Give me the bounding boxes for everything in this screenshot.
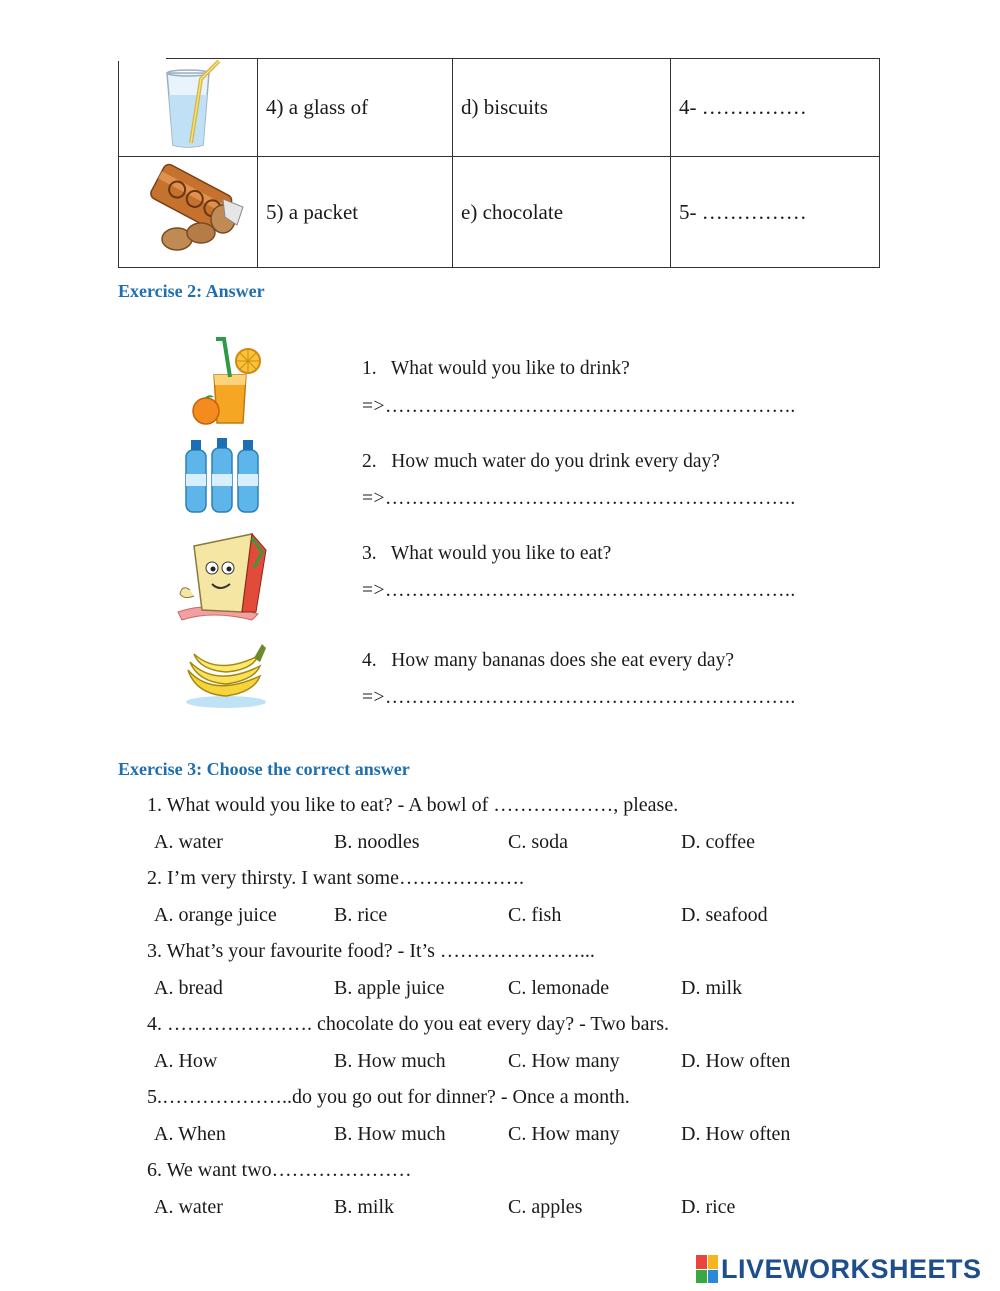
bananas-icon: [182, 640, 268, 710]
ex2-question-4: [362, 650, 734, 672]
table-phrase-cell: 4) a glass of: [258, 59, 453, 157]
water-bottles-icon: [180, 434, 264, 516]
table-answer-cell[interactable]: 4- ……………: [671, 59, 880, 157]
ex3-question-2: 2. I’m very thirsty. I want some……………….: [147, 867, 524, 889]
ex3-option-c[interactable]: C. fish: [508, 904, 562, 926]
exercise-2-heading: Exercise 2: Answer: [118, 281, 265, 301]
ex3-option-a[interactable]: A. When: [154, 1123, 226, 1145]
ex3-option-a[interactable]: A. water: [154, 1196, 223, 1218]
ex2-question-2: [362, 451, 720, 473]
glass-of-water-icon: [119, 59, 257, 150]
ex3-option-c[interactable]: C. How many: [508, 1050, 620, 1072]
table-phrase-cell: 5) a packet: [258, 157, 453, 268]
ex3-option-b[interactable]: B. How much: [334, 1123, 446, 1145]
question-number: 1.: [362, 358, 377, 379]
ex3-option-a[interactable]: A. water: [154, 831, 223, 853]
ex3-option-b[interactable]: B. milk: [334, 1196, 395, 1218]
ex3-option-d[interactable]: D. coffee: [681, 831, 756, 853]
question-number: 2.: [362, 451, 377, 472]
ex3-option-c[interactable]: C. apples: [508, 1196, 583, 1218]
ex3-option-c[interactable]: C. lemonade: [508, 977, 610, 999]
table-image-cell: [119, 59, 258, 157]
table-row: [119, 157, 880, 268]
packet-of-biscuits-icon: [119, 157, 257, 261]
question-text: What would you like to eat?: [390, 543, 612, 564]
ex3-option-c[interactable]: C. How many: [508, 1123, 620, 1145]
ex2-question-1: [362, 358, 630, 380]
ex3-option-a[interactable]: A. orange juice: [154, 904, 277, 926]
matching-table: [118, 58, 880, 268]
ex3-option-a[interactable]: A. How: [154, 1050, 218, 1072]
ex3-option-b[interactable]: B. How much: [334, 1050, 446, 1072]
table-corner-gap: [118, 53, 166, 61]
sandwich-icon: [172, 528, 272, 632]
table-food-cell: d) biscuits: [453, 59, 671, 157]
exercise-3-heading: Exercise 3: Choose the correct answer: [118, 759, 410, 779]
ex3-option-a[interactable]: A. bread: [154, 977, 223, 999]
question-text: How much water do you drink every day?: [391, 451, 720, 472]
ex2-answer-line-3[interactable]: =>……………………………………………………..: [362, 580, 796, 601]
table-image-cell: [119, 157, 258, 268]
liveworksheets-logo-icon: [696, 1255, 718, 1283]
ex3-option-b[interactable]: B. noodles: [334, 831, 420, 853]
ex3-question-1: 1. What would you like to eat? - A bowl of ………………, please.: [147, 794, 679, 816]
table-food-cell: e) chocolate: [453, 157, 671, 268]
table-answer-cell[interactable]: 5- ……………: [671, 157, 880, 268]
ex3-question-5: 5.………………..do you go out for dinner? - Once a month.: [147, 1086, 630, 1108]
logo-text: LIVEWORKSHEETS: [721, 1253, 982, 1284]
ex3-option-d[interactable]: D. seafood: [681, 904, 768, 926]
liveworksheets-logo[interactable]: [696, 1252, 982, 1286]
ex3-question-4: 4. …………………. chocolate do you eat every day? - Two bars.: [147, 1013, 669, 1035]
ex3-option-c[interactable]: C. soda: [508, 831, 568, 853]
ex2-answer-line-4[interactable]: =>……………………………………………………..: [362, 687, 796, 708]
question-text: How many bananas does she eat every day?: [391, 650, 734, 671]
ex3-question-6: 6. We want two…………………: [147, 1159, 412, 1181]
ex2-question-3: [362, 543, 611, 565]
ex3-option-b[interactable]: B. rice: [334, 904, 388, 926]
ex3-option-b[interactable]: B. apple juice: [334, 977, 445, 999]
ex3-option-d[interactable]: D. milk: [681, 977, 743, 999]
question-text: What would you like to drink?: [390, 358, 630, 379]
orange-juice-icon: [188, 335, 268, 427]
ex2-answer-line-1[interactable]: =>……………………………………………………..: [362, 396, 796, 417]
ex2-answer-line-2[interactable]: =>……………………………………………………..: [362, 488, 796, 509]
table-row: [119, 59, 880, 157]
ex3-option-d[interactable]: D. How often: [681, 1050, 791, 1072]
ex3-question-3: 3. What’s your favourite food? - It’s …………………...: [147, 940, 595, 962]
ex3-option-d[interactable]: D. rice: [681, 1196, 736, 1218]
question-number: 3.: [362, 543, 377, 564]
question-number: 4.: [362, 650, 377, 671]
ex3-option-d[interactable]: D. How often: [681, 1123, 791, 1145]
